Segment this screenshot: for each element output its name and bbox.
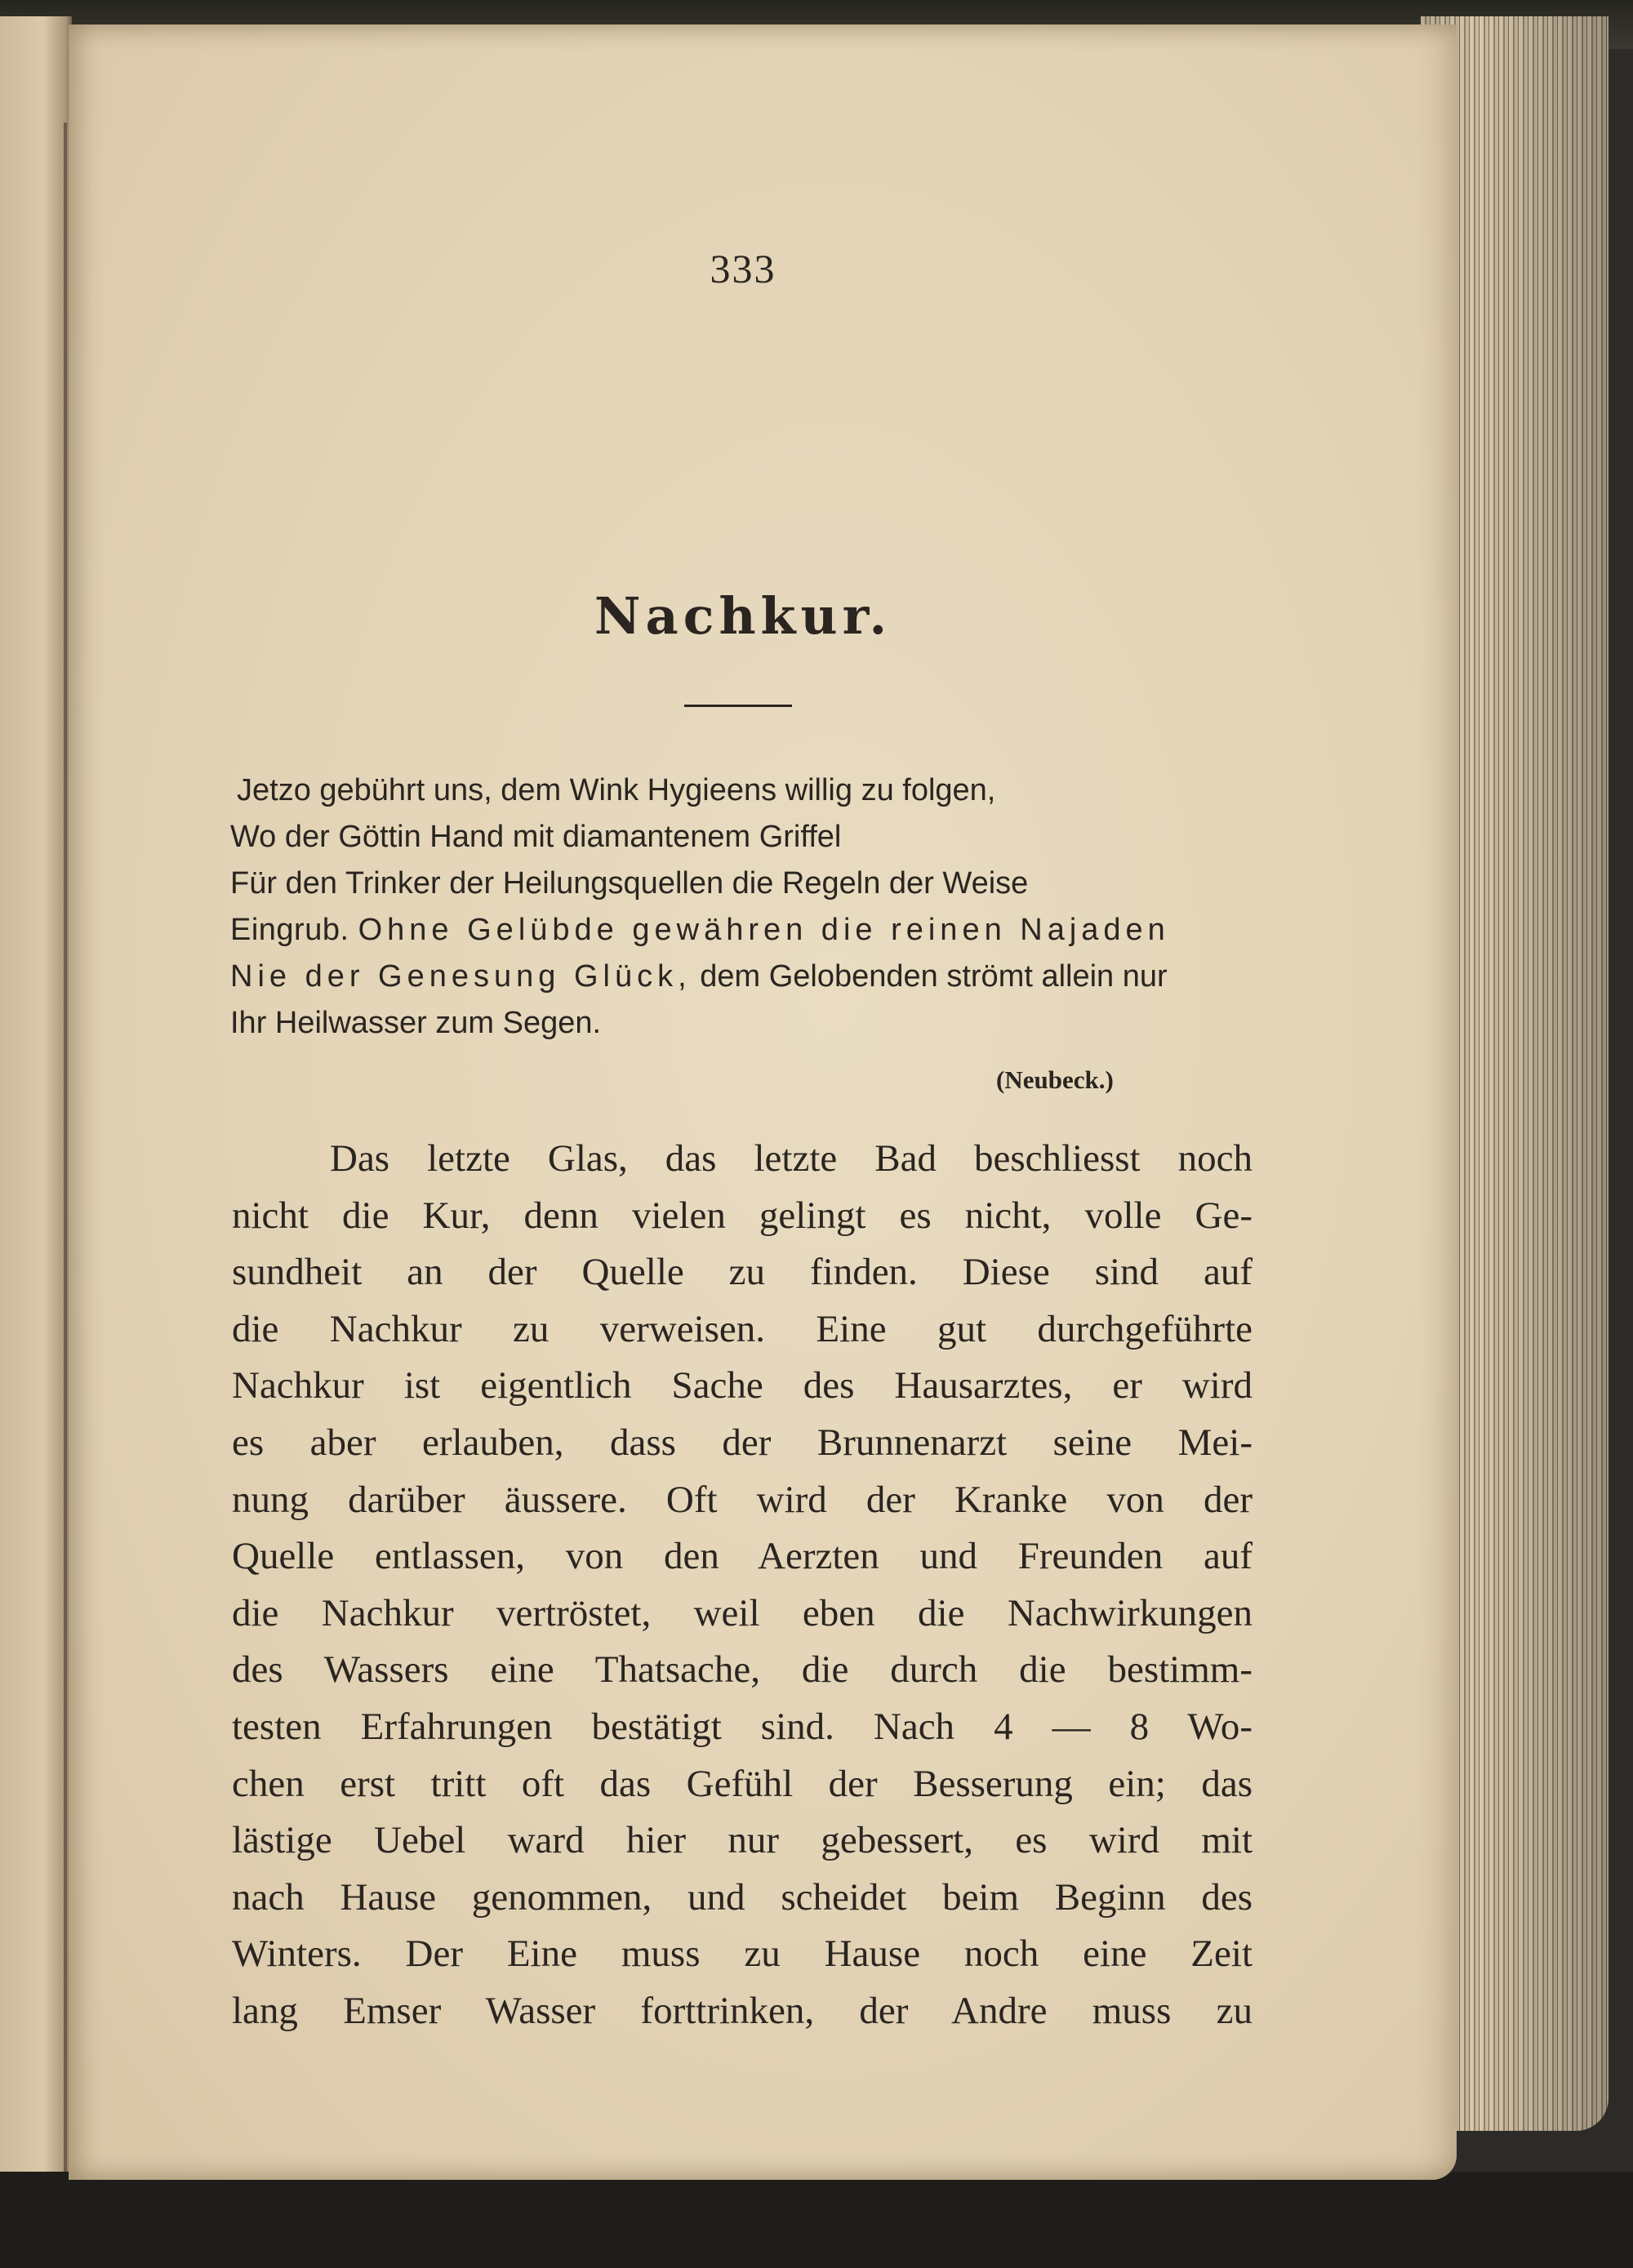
body-line: nung darüber äussere. Oft wird der Kranke von der [232, 1478, 1253, 1521]
body-line: lästige Uebel ward hier nur gebessert, es wird mit [232, 1819, 1253, 1862]
poem-line: Ihr Heilwasser zum Segen. [230, 1006, 602, 1040]
chapter-title: Nachkur. [594, 586, 892, 646]
body-line: sundheit an der Quelle zu finden. Diese sind auf [232, 1251, 1253, 1294]
body-line: des Wassers eine Thatsache, die durch die bestimm- [232, 1648, 1253, 1692]
poem-word: Eingrub. [230, 913, 349, 947]
poem-line: Jetzo gebührt uns, dem Wink Hygieens willig zu folgen, [237, 773, 996, 807]
poem-line: Wo der Göttin Hand mit diamantenem Griffel [230, 820, 842, 854]
poem-line: Für den Trinker der Heilungsquellen die Regeln der Weise [230, 866, 1029, 901]
body-line: die Nachkur vertröstet, weil eben die Nachwirkungen [232, 1591, 1253, 1634]
body-line: Winters. Der Eine muss zu Hause noch eine Zeit [232, 1932, 1253, 1976]
body-line: Quelle entlassen, von den Aerzten und Freunden auf [232, 1535, 1253, 1578]
body-line: es aber erlauben, dass der Brunnenarzt seine Mei- [232, 1421, 1253, 1464]
body-line: lang Emser Wasser forttrinken, der Andre muss zu [232, 1989, 1253, 2032]
poem-words: dem Gelobenden strömt allein nur [700, 959, 1168, 994]
body-line: Das letzte Glas, das letzte Bad beschliesst noch [330, 1137, 1253, 1180]
poem-line [230, 907, 1251, 954]
body-line: chen erst tritt oft das Gefühl der Besserung ein; das [232, 1762, 1253, 1805]
left-page-edge [0, 16, 72, 2268]
body-line: Nachkur ist eigentlich Sache des Hausarztes, er wird [232, 1364, 1253, 1407]
body-line: die Nachkur zu verweisen. Eine gut durchgeführte [232, 1307, 1253, 1350]
body-line: nach Hause genommen, und scheidet beim Beginn des [232, 1875, 1253, 1919]
epigraph-poem [230, 767, 1251, 1047]
gutter-line [64, 122, 67, 2237]
title-divider [684, 705, 792, 707]
poem-line [230, 954, 1251, 1000]
body-line: testen Erfahrungen bestätigt sind. Nach 4 — 8 Wo- [232, 1705, 1253, 1748]
body-line: nicht die Kur, denn vielen gelingt es nicht, volle Ge- [232, 1194, 1253, 1237]
poem-spaced-words: Nie der Genesung Glück, [230, 959, 692, 994]
poem-spaced-words: Ohne Gelübde gewähren die reinen Najaden [358, 913, 1170, 947]
body-paragraph [232, 1131, 1253, 2040]
page-number: 333 [710, 246, 776, 291]
background-shadow [0, 2172, 1633, 2268]
poem-attribution: (Neubeck.) [996, 1065, 1114, 1094]
